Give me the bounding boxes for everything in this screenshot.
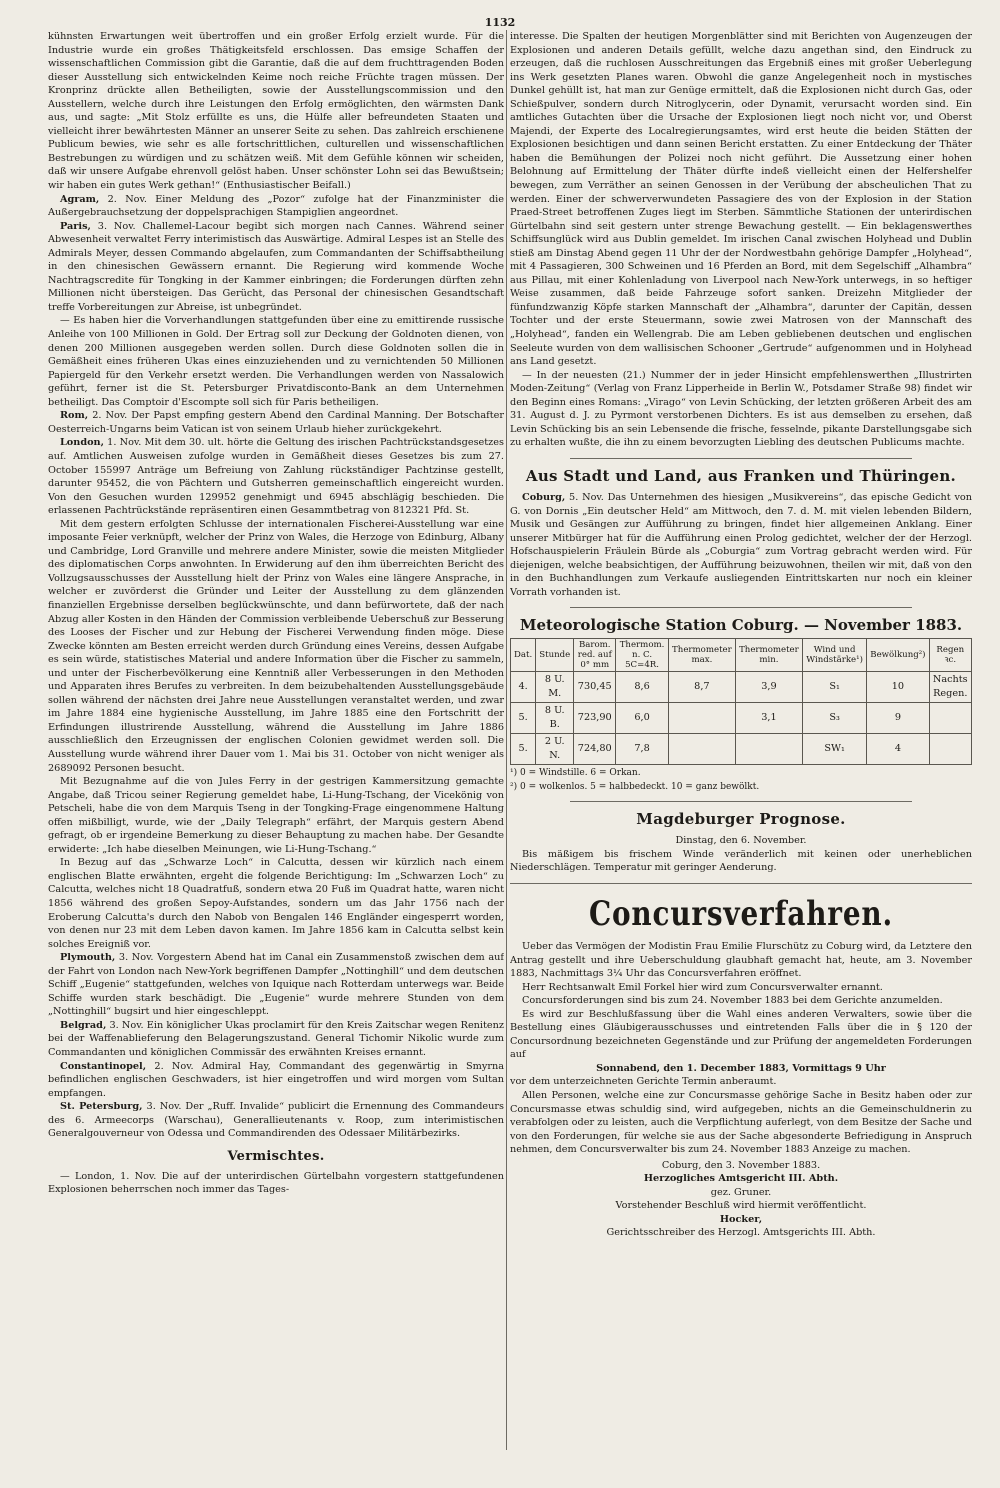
article-text: — London, 1. Nov. Die auf der unterirdischen Gürtelbahn vorgestern stattgefundenen Explosionen beherrschen noch immer das Tages- bbox=[48, 1170, 504, 1196]
weather-cell: 3,1 bbox=[735, 703, 802, 734]
weather-cell: 10 bbox=[867, 672, 929, 703]
weather-cell bbox=[668, 734, 735, 765]
weather-cell bbox=[929, 734, 971, 765]
article-text: 1. Nov. Mit dem 30. ult. hörte die Geltung des irischen Pachtrückstandsgesetzes auf. Amtlichen Ausweisen zufolge wurden in Gemäßheit dieses Gesetzes bis zum 27. October 155997 Anträge um Befreiung von Zahlung rückständiger Pachtzinse gestellt, darunter 95452, die von Pächtern und Gutsherren gemeinschaftlich eingereicht wurden. Von den Gesuchen wurden 129952 genehmigt und 6945 abschlägig beschieden. Die erlassenen Pachtrückstände repräsentiren einen Gesammtbetrag von 812321 Pfd. St. bbox=[48, 437, 504, 517]
concurs-paragraph: Es wird zur Beschlußfassung über die Wahl eines anderen Verwalters, sowie über die Bestellung eines Gläubigerausschusses und eintretenden Falls über die in § 120 der Concursordnung bezeichneten Gegenstände und zur Prüfung der angemeldeten Forderungen auf bbox=[510, 1008, 972, 1061]
prognose-title: Magdeburger Prognose. bbox=[636, 810, 846, 829]
page-number: 1132 bbox=[484, 16, 516, 29]
dateline-city: Paris, bbox=[60, 220, 91, 232]
weather-cell bbox=[668, 703, 735, 734]
coburg-article bbox=[510, 491, 972, 599]
section-heading: Vermischtes. bbox=[227, 1148, 325, 1164]
article-text: In Bezug auf das „Schwarze Loch“ in Calcutta, dessen wir kürzlich nach einem englischen Blatte erwähnten, ergeht die folgende Berichtigung: Im „Schwarzen Loch“ zu Calcutta, welches nicht 18 Quadratfuß, sondern etwa 20 Fuß im Quadrat hatte, waren nicht 1856 während des großen Sepoy-Aufstandes, sondern um das Jahr 1756 nach der Eroberung Calcutta's durch den Nabob von Bengalen 146 Engländer eingesperrt worden, von denen nur 23 mit dem Leben davon kamen. Im Jahre 1856 kam in Calcutta selbst kein solches Ereigniß vor. bbox=[48, 857, 504, 950]
weather-row bbox=[511, 734, 972, 765]
article-paragraph: — In der neuesten (21.) Nummer der in jeder Hinsicht empfehlenswerthen „Illustrirten Moden-Zeitung“ (Verlag von Franz Lipperheide in Berlin W., Potsdamer Straße 98) findet wir den Beginn eines Romans: „Virago“ von Levin Schücking, der letzten größeren Arbeit des am 31. August d. J. zu Pyrmont verstorbenen Dichters. Es ist aus demselben zu ersehen, daß Levin Schücking bis an sein Lebensende die frische, fesselnde, pikante Darstellungsgabe sich zu erhalten wußte, die ihn zu einem bevorzugten Liebling des deutschen Publicums machte. bbox=[510, 369, 972, 449]
weather-header-cell: Wind und Windstärke¹) bbox=[802, 639, 866, 672]
weather-cell: Nachts Regen. bbox=[929, 672, 971, 703]
concurs-paragraph: vor dem unterzeichneten Gerichte Termin anberaumt. bbox=[510, 1076, 777, 1088]
weather-row bbox=[511, 672, 972, 703]
weather-cell: 8 U. B. bbox=[536, 703, 574, 734]
weather-header-cell: Thermometer max. bbox=[668, 639, 735, 672]
weather-cell: SW₁ bbox=[802, 734, 866, 765]
weather-note: ²) 0 = wolkenlos. 5 = halbbedeckt. 10 = ganz bewölkt. bbox=[510, 782, 760, 793]
article-text: 2. Nov. Einer Meldung des „Pozor“ zufolge hat der Finanzminister die Außergebrauchsetzung der doppelsprachigen Stampiglien angeordnet. bbox=[48, 193, 504, 219]
article-paragraph bbox=[48, 775, 504, 856]
dateline-city: Coburg, bbox=[522, 491, 566, 503]
weather-cell bbox=[735, 734, 802, 765]
article-paragraph bbox=[48, 1170, 504, 1197]
weather-row bbox=[511, 703, 972, 734]
concurs-paragraph: Ueber das Vermögen der Modistin Frau Emilie Flurschütz zu Coburg wird, da Letztere den Antrag gestellt und ihre Ueberschuldung glaubhaft gemacht hat, heute, am 3. November 1883, Nachmittags 3¼ Uhr das Concursverfahren eröffnet. bbox=[510, 940, 972, 980]
article-text: Mit Bezugnahme auf die von Jules Ferry in der gestrigen Kammersitzung gemachte Angabe, daß Tricou seiner Regierung gemeldet habe, Li-Hung-Tschang, der Vicekönig von Petscheli, habe die von dem Marquis Tseng in der Tongking-Frage eingenommene Haltung offen mißbilligt, wurde, wie der „Daily Telegraph“ erfährt, der Marquis gestern Abend gefragt, ob er irgendeine Bemerkung zu dieser Behauptung zu machen habe. Der Gesandte erwiderte: „Ich habe dieselben Meinungen, wie Li-Hung-Tschang.“ bbox=[48, 776, 504, 855]
weather-cell: 6,0 bbox=[616, 703, 669, 734]
weather-header-cell: Stunde bbox=[536, 639, 574, 672]
signed-by: gez. Gruner. bbox=[710, 1186, 772, 1198]
weather-header-cell: Regen ꝛc. bbox=[929, 639, 971, 672]
article-text: 2. Nov. Admiral Hay, Commandant des gegenwärtig in Smyrna befindlichen englischen Geschwaders, ist hier eingetroffen und wird morgen vom Sultan empfangen. bbox=[48, 1060, 504, 1099]
clerk-name: Hocker, bbox=[719, 1213, 763, 1225]
weather-header-cell: Thermom. n. C. 5C=4R. bbox=[616, 639, 669, 672]
weather-cell: 2 U. N. bbox=[536, 734, 574, 765]
weather-cell: 8,7 bbox=[668, 672, 735, 703]
weather-cell: 730,45 bbox=[574, 672, 616, 703]
right-column bbox=[510, 30, 972, 1470]
article-text: kühnsten Erwartungen weit übertroffen und ein großer Erfolg erzielt wurde. Für die Industrie wurde ein großes Thätigkeitsfeld erschlossen. Das emsige Schaffen der wissenschaftlichen Commission gibt die Garantie, daß die auf dem fruchttragenden Boden dieser Ausstellung sich entwickelnden Keime noch reiche Früchte tragen müssen. Der Kronprinz drückte allen Betheiligten, sowie der Ausstellungscommission und den Ausstellern, welche durch ihre Leistungen den Erfolg ermöglichten, den wärmsten Dank aus, und sagte: „Mit Stolz erfüllte es uns, die Hülfe aller befreundeten Staaten und vielleicht ihrer bewährtesten Männer an unserer Seite zu sehen. Das zahlreich erschienene Publicum bewies, wie sehr es alle fortschrittlichen, culturellen und wissenschaftlichen Bestrebungen zu würdigen und zu schätzen weiß. Mit dem Gefühle können wir scheiden, daß wir unsere Aufgabe ehrenvoll gelöst haben. Unser schönster Lohn sei das Bewußtsein; wir haben ein gutes Werk gethan!“ (Enthusiastischer Beifall.) bbox=[48, 31, 504, 192]
concurs-paragraph: Allen Personen, welche eine zur Concursmasse gehörige Sache in Besitz haben oder zur Concursmasse etwas schuldig sind, wird aufgegeben, nichts an die Gemeinschuldnerin zu verabfolgen oder zu leisten, auch die Verpflichtung auferlegt, von dem Besitze der Sache und von den Forderungen, für welche sie aus der Sache abgesonderte Befriedigung in Anspruch nehmen, dem Concursverwalter bis zum 24. November 1883 Anzeige zu machen. bbox=[510, 1089, 972, 1156]
signature-block bbox=[510, 1159, 972, 1240]
publish-note: Vorstehender Beschluß wird hiermit veröffentlicht. bbox=[615, 1200, 867, 1212]
article-paragraph bbox=[48, 951, 504, 1019]
weather-note: ¹) 0 = Windstille. 6 = Orkan. bbox=[510, 768, 641, 779]
weather-cell: 724,80 bbox=[574, 734, 616, 765]
dateline-city: Agram, bbox=[60, 193, 100, 205]
concurs-title: Concursverfahren. bbox=[589, 893, 893, 934]
section-heading-stadt: Aus Stadt und Land, aus Franken und Thüringen. bbox=[525, 466, 957, 485]
weather-cell: 4. bbox=[511, 672, 536, 703]
weather-cell: 3,9 bbox=[735, 672, 802, 703]
weather-cell: 7,8 bbox=[616, 734, 669, 765]
clerk-title: Gerichtsschreiber des Herzogl. Amtsgerichts III. Abth. bbox=[606, 1227, 876, 1239]
weather-header-cell: Barom. red. auf 0° mm bbox=[574, 639, 616, 672]
article-paragraph bbox=[48, 314, 504, 409]
weather-title: Meteorologische Station Coburg. — November 1883. bbox=[519, 616, 963, 635]
article-paragraph bbox=[48, 1060, 504, 1101]
weather-cell: S₃ bbox=[802, 703, 866, 734]
article-paragraph: interesse. Die Spalten der heutigen Morgenblätter sind mit Berichten von Augenzeugen der Explosionen und anderen Details gefüllt, welche dazu angethan sind, den Eindruck zu erzeugen, daß die ruchlosen Ausschreitungen das Ergebniß eines mit großer Ueberlegung ins Werk gesetzten Planes waren. Obwohl die ganze Angelegenheit noch in mystisches Dunkel gehüllt ist, hat man zur Genüge ermittelt, daß die Explosionen nicht durch Gas, oder Schießpulver, sondern durch Nitroglycerin, oder Dynamit, verursacht worden sind. Ein amtliches Gutachten über die Ursache der Explosionen liegt noch nicht vor, und Oberst Majendi, der Experte des Localregierungsamtes, wird erst heute die beiden Stätten der Explosionen besichtigen und dann seinen Bericht erstatten. Zu einer Entdeckung der Thäter haben die Bemühungen der Polizei noch nicht geführt. Die Aussetzung einer hohen Belohnung auf Ermittelung der Thäter dürfte indeß vielleicht einen der Helfershelfer bewegen, zum Verräther an seinen Genossen in der Verübung der abscheulichen That zu werden. Einer der schwerverwundeten Passagiere des von der Explosion in der Station Praed-Street betroffenen Zuges liegt im Sterben. Sämmtliche Stationen der unterirdischen Gürtelbahn sind seit gestern unter strenge Bewachung gestellt. — Ein beklagenswerthes Schiffsunglück wird aus Dublin gemeldet. Im irischen Canal zwischen Holyhead und Dublin stieß am Dinstag Abend gegen 11 Uhr der der Nordwestbahn gehörige Dampfer „Holyhead“, mit 4 Passagieren, 300 Schweinen und 16 Pferden an Bord, mit dem Segelschiff „Alhambra“ aus Pillau, mit einer Kohlenladung von Liverpool nach New-York unterwegs, in so heftiger Weise zusammen, daß beide Fahrzeuge sofort sanken. Dreizehn Mitglieder der fünfundzwanzig Köpfe starken Mannschaft der „Alhambra“, darunter der Capitän, dessen Tochter und der erste Steuermann, sowie zwei Matrosen von der Mannschaft des „Holyhead“, fanden ein Wellengrab. Die am Leben gebliebenen deutschen und englischen Seeleute wurden von dem wallisischen Schooner „Gertrude“ aufgenommen und in Holyhead ans Land gesetzt. bbox=[510, 31, 972, 368]
court-name: Herzogliches Amtsgericht III. Abth. bbox=[643, 1173, 839, 1185]
weather-cell: 723,90 bbox=[574, 703, 616, 734]
article-text: Mit dem gestern erfolgten Schlusse der internationalen Fischerei-Ausstellung war eine imposante Feier verknüpft, welcher der Prinz von Wales, die Herzoge von Edinburg, Albany und Cambridge, Lord Granville und mehrere andere Minister, sowie die meisten Mitglieder des diplomatischen Corps anwohnten. In Erwiderung auf den ihm überreichten Bericht des Vollzugsausschusses der Ausstellung hielt der Prinz von Wales eine längere Ansprache, in welcher er zuvörderst die Gründer und Leiter der Ausstellung zu dem glänzenden finanziellen Ergebnisse derselben beglückwünschte, und dann befürwortete, daß der nach Abzug aller Kosten in den Händen der Commission verbleibende Ueberschuß zur Besserung des Looses der Fischer und zur Hebung der Fischerei Verwendung finden möge. Diese Zwecke könnten am Besten erreicht werden durch Gründung eines Vereins, dessen Aufgabe es sein würde, statistisches Material und andere Information über die Fischer zu sammeln, und unter der Fischerbevölkerung eine Kenntniß aller Verbesserungen in den Methoden und Apparaten ihres Berufes zu verbreiten. In dem beizubehaltenden Ausstellungsgebäude sollen während der nächsten drei Jahre neue Ausstellungen veranstaltet werden, und zwar im Jahre 1884 eine hygienische Ausstellung, im Jahre 1885 eine den Fortschritt der Erfindungen illustrirende Ausstellung, während die Ausstellung im Jahre 1886 ausschließlich den Erzeugnissen der englischen Colonien gewidmet werden soll. Die Ausstellung wurde während ihrer Dauer vom 1. Mai bis 31. October von nicht weniger als 2689092 Personen besucht. bbox=[48, 518, 504, 774]
weather-cell: 8 U. M. bbox=[536, 672, 574, 703]
article-paragraph bbox=[48, 436, 504, 517]
place-date: Coburg, den 3. November 1883. bbox=[661, 1159, 821, 1171]
column-divider bbox=[506, 30, 507, 1450]
dateline-city: Plymouth, bbox=[60, 952, 116, 964]
left-column bbox=[48, 30, 504, 1470]
dateline-city: Rom, bbox=[60, 410, 89, 422]
article-paragraph bbox=[48, 518, 504, 775]
dateline-city: Belgrad, bbox=[60, 1019, 107, 1031]
article-paragraph bbox=[48, 220, 504, 315]
section-divider bbox=[510, 883, 972, 884]
weather-cell: 5. bbox=[511, 703, 536, 734]
weather-cell: 9 bbox=[867, 703, 929, 734]
article-paragraph bbox=[48, 1100, 504, 1141]
article-paragraph bbox=[48, 193, 504, 220]
dateline-city: Constantinopel, bbox=[60, 1060, 147, 1072]
section-divider bbox=[570, 458, 912, 459]
prognose-date: Dinstag, den 6. November. bbox=[675, 835, 807, 847]
article-paragraph bbox=[48, 409, 504, 436]
section-divider bbox=[570, 801, 912, 802]
weather-header-cell: Bewölkung²) bbox=[867, 639, 929, 672]
section-divider bbox=[570, 607, 912, 608]
article-text: 3. Nov. Der „Ruff. Invalide“ publicirt die Ernennung des Commandeurs des 6. Armeecorps (Warschau), Generallieutenants v. Roop, zum interimistischen Generalgouverneur von Odessa und Commandirenden des Odessaer Militärbezirks. bbox=[48, 1101, 504, 1140]
concurs-paragraph: Herr Rechtsanwalt Emil Forkel hier wird zum Concursverwalter ernannt. bbox=[522, 981, 883, 993]
article-paragraph bbox=[48, 1019, 504, 1060]
concurs-date-line: Sonnabend, den 1. December 1883, Vormittags 9 Uhr bbox=[596, 1062, 886, 1074]
prognose-text: Bis mäßigem bis frischem Winde veränderlich mit keinen oder unerheblichen Niederschlägen. Temperatur mit geringer Aenderung. bbox=[510, 848, 972, 874]
weather-cell: 8,6 bbox=[616, 672, 669, 703]
article-text: 3. Nov. Challemel-Lacour begibt sich morgen nach Cannes. Während seiner Abwesenheit verwaltet Ferry interimistisch das Auswärtige. Admiral Lespes ist an Stelle des Admirals Meyer, dessen Commando abgelaufen, zum Commandanten der Schiffsabtheilung in den chinesischen Gewässern ernannt. Die Regierung wird kommende Woche Nachtragscredite für Tongking in der Kammer einbringen; die Forderungen dürften zehn Millionen nicht übersteigen. Das Gerücht, das Personal der chinesischen Gesandtschaft treffe Vorbereitungen zur Abreise, ist unbegründet. bbox=[48, 220, 504, 313]
dateline-city: St. Petersburg, bbox=[60, 1101, 143, 1113]
article-paragraph bbox=[48, 856, 504, 951]
weather-header-cell: Dat. bbox=[511, 639, 536, 672]
weather-table bbox=[510, 638, 972, 765]
article-text: 5. Nov. Das Unternehmen des hiesigen „Musikvereins“, das epische Gedicht von G. von Dornis „Ein deutscher Held“ am Mittwoch, den 7. d. M. mit vielen lebenden Bildern, Musik und Gesängen zur Aufführung zu bringen, findet hier allgemeinen Anklang. Einer unserer Mitbürger hat für die Aufführung einen Prolog gedichtet, welcher der der Herzogl. Hofschauspielerin Fräulein Bürde als „Coburgia“ zum Vortrag gebracht werden wird. Für diejenigen, welche beabsichtigen, der Aufführung beizuwohnen, theilen wir mit, daß von den in den Buchhandlungen zum Verkaufe ausliegenden Eintrittskarten nur noch ein kleiner Vorrath vorhanden ist. bbox=[510, 491, 972, 598]
dateline-city: London, bbox=[60, 437, 104, 449]
article-text: — Es haben hier die Vorverhandlungen stattgefunden über eine zu emittirende russische Anleihe von 100 Millionen in Gold. Der Ertrag soll zur Deckung der Goldnoten dienen, von denen 200 Millionen ausgegeben werden sollen. Durch diese Goldnoten sollen die in Gemäßheit eines früheren Ukas eines einzuziehenden und zu vernichtenden 50 Millionen Papiergeld für den Verkehr ersetzt werden. Die Verhandlungen werden von Nassalowich geführt, ferner ist die St. Petersburger Privatdisconto-Bank an dem Unternehmen betheiligt. Das Comptoir d'Escompte soll sich für Paris betheiligen. bbox=[48, 315, 504, 408]
weather-cell: 5. bbox=[511, 734, 536, 765]
concurs-paragraph: Concursforderungen sind bis zum 24. November 1883 bei dem Gerichte anzumelden. bbox=[522, 995, 943, 1007]
article-paragraph bbox=[48, 30, 504, 193]
weather-cell: 4 bbox=[867, 734, 929, 765]
weather-cell: S₁ bbox=[802, 672, 866, 703]
article-text: 2. Nov. Der Papst empfing gestern Abend den Cardinal Manning. Der Botschafter Oesterreich-Ungarns beim Vatican ist von seinem Urlaub hieher zurückgekehrt. bbox=[48, 410, 504, 435]
article-text: 3. Nov. Vorgestern Abend hat im Canal ein Zusammenstoß zwischen dem auf der Fahrt von London nach New-York begriffenen Dampfer „Nottinghill“ und dem deutschen Schiff „Eugenie“ stattgefunden, welches von Iquique nach Rotterdam unterwegs war. Beide Schiffe wurden stark beschädigt. Die „Eugenie“ wurde mehrere Stunden von dem „Nottinghill“ bugsirt und hier eingeschleppt. bbox=[48, 952, 504, 1018]
weather-header-cell: Thermometer min. bbox=[735, 639, 802, 672]
weather-cell bbox=[929, 703, 971, 734]
article-text: 3. Nov. Ein königlicher Ukas proclamirt für den Kreis Zaitschar wegen Renitenz bei der Waffenablieferung den Belagerungszustand. General Tichomir Nikolic wurde zum Commandanten und königlichen Commissär des erwähnten Kreises ernannt. bbox=[48, 1019, 504, 1059]
